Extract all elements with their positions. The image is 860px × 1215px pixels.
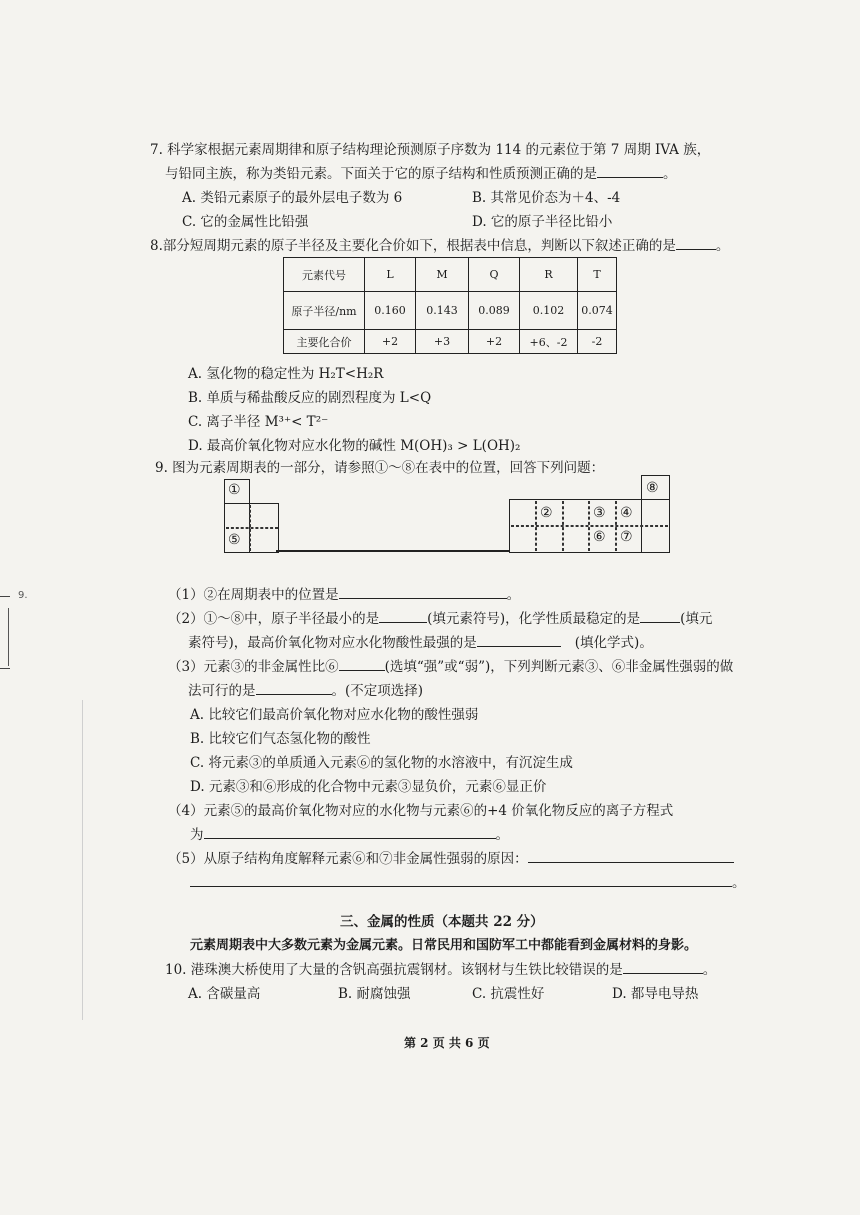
section-intro: 元素周期表中大多数元素为金属元素。日常民用和国防军工中都能看到金属材料的身影。 [190,938,698,953]
q8-period: 。 [715,238,730,254]
q9-part3-line2 [188,679,423,699]
pt-dash [615,501,617,551]
q9-part5-line1 [168,847,734,867]
pt-mark-8: ⑧ [646,480,659,496]
q9-part4-line2 [190,823,509,843]
col-header: R [520,258,578,292]
q9-part5-blank2[interactable] [190,872,732,887]
q9-part3-text-c: 法可行的是 [188,683,256,699]
q9-part3-line1 [168,655,733,675]
q9-part5-text: （5）从原子结构角度解释元素⑥和⑦非金属性强弱的原因： [168,851,528,867]
q8-answer-blank[interactable] [676,235,716,250]
q8-stem: 8.部分短周期元素的原子半径及主要化合价如下，根据表中信息，判断以下叙述正确的是 [150,238,676,254]
q10-period: 。 [702,962,717,978]
q9-part2-text-a: （2）①～⑧中，原子半径最小的是 [168,611,380,627]
q7-option-d: D. 它的原子半径比铅小 [472,214,613,230]
col-header: M [416,258,469,292]
q9-part1-period: 。 [506,587,521,603]
q9-part4-text-b: 为 [190,827,204,843]
table-header-radius: 原子半径/nm [284,292,365,330]
q9-part3-blank1[interactable] [339,656,385,671]
pt-dash [562,501,564,551]
table-cell-valence: -2 [578,330,617,354]
q8-option-c: C. 离子半径 M³⁺< T²⁻ [188,414,329,430]
margin-scan-mark: 9. [0,590,14,680]
q8-option-b: B. 单质与稀盐酸反应的剧烈程度为 L<Q [188,390,432,406]
q9-part4-period: 。 [495,827,509,843]
col-header: L [365,258,416,292]
col-header: T [578,258,617,292]
q9-part3-text-a: （3）元素③的非金属性比⑥ [168,659,339,675]
q9-part1-text: （1）②在周期表中的位置是 [168,587,339,603]
page-footer: 第 2 页 共 6 页 [404,1036,490,1050]
q9-part2-line2 [188,631,653,651]
table-cell-valence: +2 [365,330,416,354]
q9-part3-option-c: C. 将元素③的单质通入元素⑥的氢化物的水溶液中，有沉淀生成 [190,755,573,771]
q9-part5-period: 。 [732,875,746,891]
pt-dash [535,501,537,551]
q7-option-a: A. 类铅元素原子的最外层电子数为 6 [182,190,403,206]
q9-part2-blank1[interactable] [379,608,427,623]
q7-option-b: B. 其常见价态为＋4、-4 [472,190,621,206]
q9-part2-text-d: 素符号)，最高价氧化物对应水化物酸性最强的是 [188,635,477,651]
table-header-code: 元素代号 [284,258,365,292]
q7-line1: 7. 科学家根据元素周期律和原子结构理论预测原子序数为 114 的元素位于第 7 周期 IVA 族， [150,142,711,158]
table-cell-valence: +6、-2 [520,330,578,354]
q9-part1 [168,583,520,603]
q10-stem-line [165,958,716,978]
pt-mark-1: ① [228,482,241,498]
pt-dash [226,527,278,529]
q9-part2-text-c: (填元 [680,611,713,627]
q9-part1-blank[interactable] [339,584,507,599]
q9-part3-blank2[interactable] [256,680,332,695]
q9-part5-blank1[interactable] [528,848,734,863]
q9-part2-blank2[interactable] [640,608,680,623]
q9-part3-text-d: 。(不定项选择) [331,683,424,699]
table-cell-radius: 0.074 [578,292,617,330]
pt-dash [588,501,590,551]
q10-option-d: D. 都导电导热 [612,986,699,1002]
q9-part4-blank[interactable] [204,824,496,839]
table-cell-radius: 0.160 [365,292,416,330]
q7-answer-blank[interactable] [597,163,663,178]
q10-answer-blank[interactable] [623,959,703,974]
q9-part3-option-a: A. 比较它们最高价氧化物对应水化物的酸性强弱 [190,707,479,723]
q10-stem: 10. 港珠澳大桥使用了大量的含钒高强抗震钢材。该钢材与生铁比较错误的是 [165,962,623,978]
q9-part3-option-d: D. 元素③和⑥形成的化合物中元素③显负价，元素⑥显正价 [190,779,547,795]
pt-mark-7: ⑦ [620,529,633,545]
q7-stem: 与铅同主族，称为类铅元素。下面关于它的原子结构和性质预测正确的是 [165,166,597,182]
q9-part4-line1: （4）元素⑤的最高价氧化物对应的水化物与元素⑥的+4 价氧化物反应的离子方程式 [168,803,674,819]
q8-stem-line [150,234,729,254]
q9-stem: 9. 图为元素周期表的一部分，请参照①～⑧在表中的位置，回答下列问题： [155,460,605,476]
pt-bottom-line [276,550,510,552]
q10-option-a: A. 含碳量高 [188,986,261,1002]
pt-mark-2: ② [540,505,553,521]
pt-mark-4: ④ [620,505,633,521]
q7-option-c: C. 它的金属性比铅强 [182,214,309,230]
table-cell-valence: +2 [469,330,520,354]
element-data-table [283,257,617,354]
table-header-valence: 主要化合价 [284,330,365,354]
q10-option-b: B. 耐腐蚀强 [338,986,411,1002]
q9-part2-line1 [168,607,712,627]
table-cell-radius: 0.102 [520,292,578,330]
table-cell-valence: +3 [416,330,469,354]
pt-mark-3: ③ [593,505,606,521]
table-cell-radius: 0.089 [469,292,520,330]
q9-part5-line2 [190,871,746,891]
table-cell-radius: 0.143 [416,292,469,330]
q7-period: 。 [663,166,677,182]
q9-part2-blank3[interactable] [477,632,561,647]
q9-part3-text-b: (选填“强”或“弱”)，下列判断元素③、⑥非金属性强弱的做 [384,659,734,675]
section-title: 三、金属的性质（本题共 22 分） [340,914,544,930]
q9-part3-option-b: B. 比较它们气态氢化物的酸性 [190,731,371,747]
pt-mark-5: ⑤ [228,532,241,548]
q8-option-d: D. 最高价氧化物对应水化物的碱性 M(OH)₃ > L(OH)₂ [188,438,521,454]
q7-line2 [165,162,677,182]
q8-option-a: A. 氢化物的稳定性为 H₂T<H₂R [188,366,384,382]
pt-dash [249,505,251,551]
margin-line [82,700,83,1020]
col-header: Q [469,258,520,292]
q9-part2-text-b: (填元素符号)，化学性质最稳定的是 [427,611,641,627]
pt-mark-6: ⑥ [593,529,606,545]
q10-option-c: C. 抗震性好 [472,986,545,1002]
q9-part2-text-e: (填化学式)。 [574,635,653,651]
